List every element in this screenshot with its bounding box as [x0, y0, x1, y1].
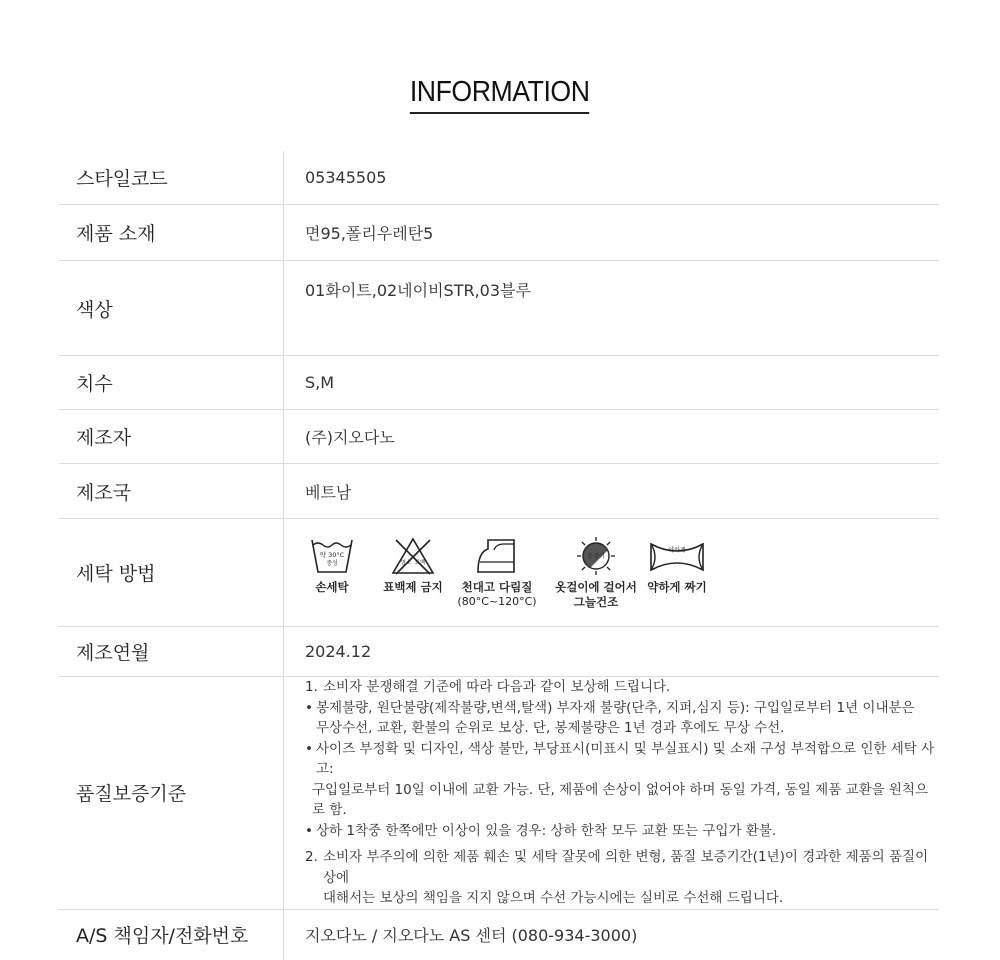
quality-item-2 [305, 847, 939, 909]
iron-icon [474, 536, 520, 576]
quality-item-1-number: 1. [305, 679, 318, 695]
wash-item-hand-wash [305, 536, 359, 595]
manufacturer-label: 제조자 [59, 410, 284, 464]
hang-dry-label: 옷걸이에 걸어서 [555, 579, 637, 594]
hang-dry-inner-text: 옷걸이 [587, 552, 605, 560]
country-label: 제조국 [59, 464, 284, 519]
quality-warranty-value [284, 677, 940, 910]
info-table [59, 151, 939, 960]
after-service-label: A/S 책임자/전화번호 [59, 909, 284, 960]
color-label: 색상 [59, 261, 284, 356]
gentle-wring-inner-text: 약하게 [668, 546, 686, 554]
material-label: 제품 소재 [59, 205, 284, 261]
row-quality-warranty [59, 677, 939, 910]
manufacture-date-value: 2024.12 [284, 627, 940, 677]
size-label: 치수 [59, 356, 284, 410]
hand-wash-icon [310, 536, 354, 576]
row-wash-method [59, 519, 939, 627]
hand-wash-label: 손세탁 [315, 579, 349, 594]
no-bleach-label: 표백제 금지 [383, 579, 443, 594]
wash-item-iron [457, 536, 537, 608]
quality-bullet-1: • 봉제불량, 원단불량(제작불량,변색,탈색) 부자재 불량(단추, 지퍼,심지 등): 구입일로부터 1년 이내분은 무상수선, 교환, 환불의 순위로 보상. 단, 봉제불량은 1년 경과 후에도 무상 수선. [305, 698, 939, 739]
hand-wash-temp-text: 약 30°C [319, 550, 345, 559]
row-style-code [59, 151, 939, 205]
quality-bullet-2: • 사이즈 부정확 및 디자인, 색상 불만, 부당표시(미표시 및 부실표시) 및 소재 구성 부적합으로 인한 세탁 사고: 구입일로부터 10일 이내에 교환 가능. 단, 제품에 손상이 없어야 하며 동일 가격, 동일 제품 교환을 원칙으로 함. [305, 739, 939, 821]
hang-dry-sub: 그늘건조 [573, 594, 619, 609]
row-material [59, 205, 939, 261]
iron-label: 천대고 다림질 [461, 579, 533, 594]
wash-item-gentle-wring [645, 536, 709, 595]
hand-wash-neutral-text: 중성 [326, 559, 338, 567]
wash-item-hang-dry [555, 536, 637, 610]
title-wrap [0, 74, 1000, 114]
gentle-wring-label: 약하게 짜기 [647, 579, 707, 594]
manufacture-date-label: 제조연월 [59, 627, 284, 677]
style-code-label: 스타일코드 [59, 151, 284, 205]
quality-bullet-3-text: 상하 1착중 한쪽에만 이상이 있을 경우: 상하 한착 모두 교환 또는 구입가 환불. [316, 822, 777, 839]
iron-temp: (80°C~120°C) [457, 594, 537, 608]
quality-text [305, 677, 939, 909]
style-code-value: 05345505 [284, 151, 940, 205]
quality-bullet-3: • 상하 1착중 한쪽에만 이상이 있을 경우: 상하 한착 모두 교환 또는 구입가 환불. [305, 821, 939, 842]
quality-bullet-1-line-1: 봉제불량, 원단불량(제작불량,변색,탈색) 부자재 불량(단추, 지퍼,심지 등): 구입일로부터 1년 이내분은 [316, 699, 915, 716]
quality-item-1 [305, 677, 939, 698]
no-bleach-text-1: 염소 [400, 559, 412, 566]
row-size [59, 356, 939, 410]
material-value: 면95,폴리우레탄5 [284, 205, 940, 261]
quality-item-2-line-1: 소비자 부주의에 의한 제품 훼손 및 세탁 잘못에 의한 변형, 품질 보증기간(1년)이 경과한 제품의 품질이상에 [323, 849, 929, 886]
quality-warranty-label: 품질보증기준 [59, 677, 284, 910]
quality-bullet-2-line-2: 구입일로부터 10일 이내에 교환 가능. 단, 제품에 손상이 없어야 하며 동일 가격, 동일 제품 교환을 원칙으로 함. [312, 781, 929, 818]
quality-bullet-2-line-1: 사이즈 부정확 및 디자인, 색상 불만, 부당표시(미표시 및 부실표시) 및 소재 구성 부적합으로 인한 세탁 사고: [316, 740, 935, 777]
row-color [59, 261, 939, 356]
row-after-service [59, 909, 939, 960]
row-manufacturer [59, 410, 939, 464]
row-manufacture-date [59, 627, 939, 677]
row-country [59, 464, 939, 519]
color-value: 01화이트,02네이비STR,03블루 [284, 261, 940, 356]
wash-icons [305, 536, 939, 610]
quality-bullet-1-line-2: 무상수선, 교환, 환불의 순위로 보상. 단, 봉제불량은 1년 경과 후에도 무상 수선. [316, 720, 785, 736]
gentle-wring-icon [647, 536, 707, 576]
page-title: INFORMATION [410, 74, 590, 114]
wash-method-label: 세탁 방법 [59, 519, 284, 627]
no-bleach-icon [390, 536, 436, 576]
quality-item-1-text: 소비자 분쟁해결 기준에 따라 다음과 같이 보상해 드립니다. [323, 679, 671, 695]
manufacturer-value: (주)지오다노 [284, 410, 940, 464]
wash-method-value [284, 519, 940, 627]
size-value: S,M [284, 356, 940, 410]
quality-item-2-number: 2. [305, 849, 318, 865]
hang-dry-shade-icon [574, 536, 618, 576]
wash-item-no-bleach [383, 536, 443, 595]
quality-item-2-line-2: 대해서는 보상의 책임을 지지 않으며 수선 가능시에는 실비로 수선해 드립니다. [323, 890, 784, 906]
country-value: 베트남 [284, 464, 940, 519]
after-service-value: 지오다노 / 지오다노 AS 센터 (080-934-3000) [305, 926, 638, 945]
no-bleach-text-2: 표백 [414, 559, 426, 566]
